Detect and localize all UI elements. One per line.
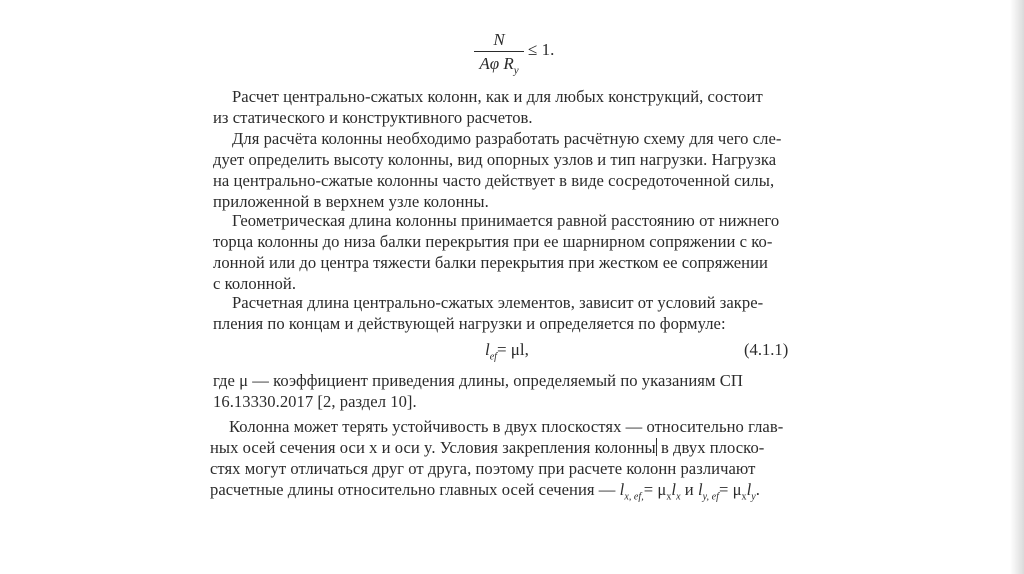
paragraph-4	[213, 292, 803, 334]
formula-mu-x: = μ	[643, 480, 667, 499]
text-line: приложенной в верхнем узле колонны.	[213, 192, 489, 211]
text-line: на центрально-сжатые колонны часто действует в виде сосредоточенной силы,	[213, 171, 775, 190]
formula-effective-length	[485, 340, 529, 362]
text-line: Геометрическая длина колонны принимается равной расстоянию от нижнего	[232, 211, 780, 230]
period: .	[755, 480, 760, 499]
text-line: Для расчёта колонны необходимо разработать расчётную схему для чего сле-	[232, 129, 782, 148]
text-segment: ных осей сечения оси x и оси y. Условия закрепления колонны	[210, 438, 656, 457]
fraction-bar	[474, 51, 524, 52]
paragraph-5	[210, 416, 800, 507]
fraction-denominator	[474, 54, 524, 80]
text-line: Расчет центрально-сжатых колонн, как и для любых конструкций, состоит	[232, 87, 763, 106]
text-line: лонной или до центра тяжести балки перекрытия при жестком ее сопряжении	[213, 253, 768, 272]
formula-mu-y: = μ	[718, 480, 742, 499]
formula-lhs-sub: ef	[489, 351, 497, 363]
text-line	[210, 479, 800, 507]
text-line: стях могут отличаться друг от друга, поэтому при расчете колонн различают	[210, 459, 756, 478]
denominator-sub: y	[513, 64, 519, 77]
text-line: с колонной.	[213, 274, 297, 293]
paragraph-1	[213, 86, 803, 128]
mu-sub: x	[666, 491, 672, 503]
fraction-numerator: N	[493, 30, 505, 49]
paragraph-2	[213, 128, 803, 212]
text-segment: расчетные длины относительно главных осей сечения —	[210, 480, 616, 499]
text-line: пления по концам и действующей нагрузки и определяется по формуле:	[213, 314, 726, 333]
formula-l: l	[746, 480, 752, 499]
text-line	[210, 437, 800, 458]
text-line: дует определить высоту колонны, вид опорных узлов и тип нагрузки. Нагрузка	[213, 150, 777, 169]
conjunction: и	[684, 480, 694, 499]
text-line: Расчетная длина центрально-сжатых элементов, зависит от условий закре-	[232, 293, 764, 312]
formula-ly: $l_{y, ef}$	[697, 480, 719, 503]
paragraph-3	[213, 210, 803, 294]
where-paragraph	[213, 370, 803, 412]
fraction-formula	[474, 30, 524, 80]
mu-sub: x	[741, 491, 747, 503]
formula-l: l	[671, 480, 677, 499]
formula-rhs: = μl,	[496, 340, 529, 359]
text-line: 16.13330.2017 [2, раздел 10].	[213, 392, 417, 411]
l-sub: x	[676, 491, 681, 503]
formula-lhs: l	[485, 340, 490, 359]
l-sub: y	[751, 491, 756, 503]
equation-number: (4.1.1)	[744, 340, 789, 359]
text-line: Колонна может терять устойчивость в двух плоскостях — относительно глав-	[229, 417, 784, 436]
denominator-main: Aφ R	[479, 54, 514, 73]
text-line: торца колонны до низа балки перекрытия при ее шарнирном сопряжении с ко-	[213, 232, 773, 251]
text-segment: в двух плоско-	[656, 438, 765, 457]
text-line: где μ — коэффициент приведения длины, определяемый по указаниям СП	[213, 371, 743, 390]
page-edge-shadow	[1010, 0, 1024, 574]
inequality-sign: ≤ 1.	[528, 40, 555, 59]
formula-lx: $l_{x, ef,}$	[619, 480, 644, 503]
text-line: из статического и конструктивного расчетов.	[213, 108, 533, 127]
